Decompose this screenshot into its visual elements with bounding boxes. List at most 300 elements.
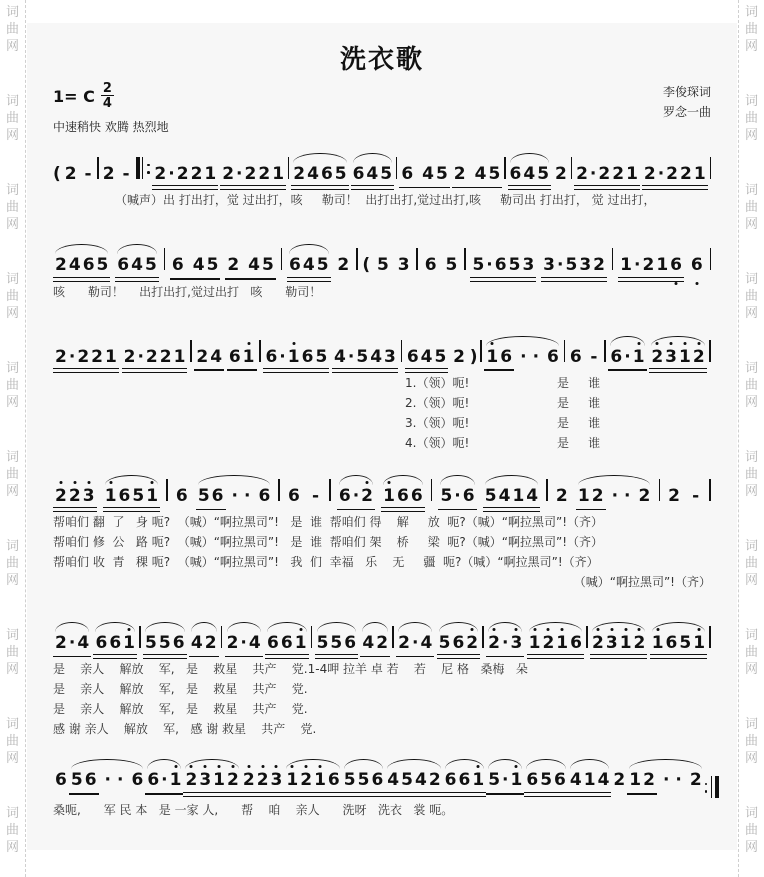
watermark-character: 词: [5, 5, 19, 20]
lyric-row: 2.（领）呃! 是 谁: [405, 395, 601, 410]
barline: [278, 479, 279, 501]
watermark-character: 网: [744, 39, 758, 54]
note-group: [63, 164, 79, 188]
notation-line: [53, 326, 711, 371]
note-group: [53, 633, 91, 657]
watermark-character: 网: [5, 573, 19, 588]
watermark-character: 网: [5, 306, 19, 321]
note-group: [443, 255, 459, 279]
note-digit: 6: [131, 770, 144, 791]
note-digit: 6: [84, 770, 97, 791]
lyrics-block: [53, 800, 711, 820]
note-digit: 2: [593, 255, 606, 276]
note-digit: 2: [638, 485, 651, 506]
lyrics-block: [53, 659, 711, 739]
slur-group: [627, 770, 703, 794]
note-group: [337, 486, 375, 510]
watermark-character: 词: [744, 806, 758, 821]
note-digit: 6: [228, 346, 241, 367]
note-digit: 6: [397, 485, 409, 506]
note-digit: 4: [370, 346, 383, 367]
watermark-character: 词: [744, 183, 758, 198]
note-digit: 2: [668, 485, 680, 506]
note-digit: 2: [488, 633, 500, 653]
slur-group: [385, 770, 442, 794]
duration-dot: ·: [137, 346, 144, 367]
note-digit: 3: [270, 770, 283, 791]
note-digit: 4: [420, 346, 433, 367]
notation-line: [53, 749, 711, 798]
note-digit: 6: [301, 346, 314, 367]
song-title: 洗衣歌: [339, 45, 424, 75]
note-digit: 2: [689, 770, 702, 791]
note-digit: 2: [542, 633, 555, 653]
note-digit: 2: [576, 164, 588, 184]
watermark-character: 曲: [5, 22, 19, 37]
note-digit: 5: [508, 255, 521, 276]
note-digit: 2: [226, 633, 239, 653]
watermark-text: [745, 4, 758, 55]
note-digit: 4: [498, 485, 511, 506]
note-digit: 5: [343, 770, 356, 791]
note-digit: 3: [522, 255, 535, 276]
note-digit: 5: [356, 346, 369, 367]
extension-dot: ·: [231, 485, 238, 506]
note-group: [574, 164, 640, 188]
watermark-text: [745, 538, 758, 589]
duration-dot: ·: [68, 633, 76, 653]
slur-group: [508, 164, 552, 188]
note-digit: 6: [452, 633, 465, 653]
notation-line: [53, 612, 711, 657]
slur-group: [608, 347, 646, 371]
duration-dot: ·: [486, 255, 493, 276]
watermark-character: 曲: [5, 467, 19, 482]
slur-group: [284, 770, 341, 794]
tempo-marking: 中速稍快 欢腾 热烈地: [53, 120, 169, 134]
note-digit: 6: [280, 633, 293, 653]
note-digit: 1: [314, 770, 326, 791]
note-digit: 1: [204, 164, 217, 184]
watermark-text: [745, 271, 758, 322]
watermark-character: 网: [5, 751, 19, 766]
extension-dot: ·: [675, 770, 682, 791]
note-digit: 4: [366, 164, 379, 184]
barline: [396, 157, 397, 179]
note-digit: 5: [438, 633, 451, 653]
note-digit: 1: [583, 770, 596, 791]
barline: [604, 340, 605, 362]
note-group: [423, 255, 439, 279]
watermark-character: 曲: [744, 556, 758, 571]
note-digit: 5: [330, 633, 343, 653]
slur-group: [196, 486, 272, 510]
barline: [431, 479, 432, 501]
note-digit: 4: [302, 255, 315, 276]
note-group: [688, 770, 704, 794]
note-digit: 4: [420, 633, 433, 653]
extension-dot: ·: [520, 346, 527, 367]
note-digit: 6: [265, 346, 278, 367]
slur-group: [438, 486, 476, 510]
note-digit: 1: [556, 633, 569, 653]
note-digit: 1: [104, 485, 117, 506]
note-digit: 2: [68, 485, 81, 506]
note-group: [115, 255, 159, 279]
note-digit: 2: [598, 164, 611, 184]
note-group: [399, 164, 450, 188]
watermark-character: 曲: [5, 289, 19, 304]
note-digit: 2: [398, 633, 410, 653]
note-digit: 6: [401, 164, 414, 184]
barline: [710, 157, 711, 179]
watermark-character: 网: [744, 840, 758, 855]
lyricist-credit: 李俊琛词: [662, 85, 711, 99]
watermark-character: 词: [744, 5, 758, 20]
watermark-character: 词: [744, 628, 758, 643]
thin-bar-stroke: [142, 157, 143, 179]
note-digit: 6: [462, 485, 475, 506]
repeat-dots: [705, 783, 708, 793]
note-digit: 1: [693, 633, 706, 653]
barline: [480, 340, 481, 362]
time-signature-denominator: 4: [102, 96, 112, 111]
slur-group: [437, 633, 481, 657]
key-tempo-block: [53, 82, 169, 135]
note-digit: 6: [570, 633, 582, 653]
barline: [281, 248, 282, 270]
dash-note: -: [590, 346, 598, 367]
parenthesis: (: [362, 255, 371, 276]
lyric-row: 帮咱们 翻 了 身 呃? （喊）“啊拉黑司”! 是 谁 帮咱们 得 解 放 呃?（喊）“啊拉黑司”!（齐）: [53, 515, 604, 529]
note-group: [385, 770, 442, 794]
note-digit: 1: [173, 346, 186, 367]
duration-dot: ·: [240, 633, 247, 653]
watermark-character: 词: [744, 539, 758, 554]
music-system-5: [53, 612, 711, 739]
note-digit: 2: [244, 164, 257, 184]
music-system-3: [53, 326, 711, 453]
watermark-text: [745, 805, 758, 856]
watermark-character: 词: [744, 717, 758, 732]
key-signature: [53, 82, 169, 110]
note-group: [568, 347, 584, 371]
note-group: [486, 633, 524, 657]
note-digit: 1: [620, 255, 632, 276]
note-digit: 6: [327, 770, 340, 791]
watermark-character: 曲: [744, 22, 758, 37]
watermark-character: 曲: [744, 734, 758, 749]
watermark-character: 词: [5, 272, 19, 287]
slur-group: [53, 255, 110, 279]
note-digit: 4: [523, 164, 536, 184]
note-digit: 4: [68, 255, 81, 276]
note-digit: 4: [362, 633, 375, 653]
barline: [166, 479, 167, 501]
watermark-text: [6, 360, 19, 411]
note-digit: 4: [210, 346, 223, 367]
note-digit: 4: [422, 164, 435, 184]
barline: [221, 626, 222, 648]
note-digit: 2: [651, 346, 664, 367]
duration-dot: ·: [352, 485, 360, 506]
note-digit: 4: [248, 255, 261, 276]
note-group: [443, 770, 487, 794]
note-group: [381, 486, 425, 510]
note-digit: 4: [474, 164, 487, 184]
duration-dot: ·: [454, 485, 461, 506]
note-digit: 6: [424, 255, 437, 276]
watermark-character: 网: [744, 662, 758, 677]
note-digit: 5: [537, 164, 550, 184]
watermark-text: [745, 360, 758, 411]
lyric-row: （喊）“啊拉黑司”!（齐）: [573, 575, 711, 589]
note-digit: 2: [204, 633, 217, 653]
extension-dot: ·: [104, 770, 111, 791]
note-digit: 5: [679, 633, 692, 653]
note-digit: 3: [665, 346, 678, 367]
note-digit: 2: [591, 485, 604, 506]
watermark-character: 曲: [744, 111, 758, 126]
note-group: [608, 347, 646, 371]
note-digit: 5: [316, 633, 329, 653]
note-group: [152, 164, 218, 188]
note-digit: 2: [123, 346, 136, 367]
note-digit: 3: [397, 255, 410, 276]
note-digit: 4: [414, 770, 427, 791]
slur-group: [315, 633, 359, 657]
note-digit: 5: [380, 164, 393, 184]
time-signature: [101, 82, 114, 110]
note-digit: 2: [376, 633, 389, 653]
watermark-character: 曲: [5, 200, 19, 215]
lyric-row: 咳 勒司！ 出打出打,觉过出打 咳 勒司！: [53, 284, 322, 299]
note-group: [618, 255, 684, 279]
watermark-character: 曲: [744, 823, 758, 838]
note-digit: 2: [555, 164, 567, 184]
note-digit: 1: [632, 346, 645, 367]
watermark-character: 曲: [744, 289, 758, 304]
note-digit: 1: [242, 346, 255, 367]
note-group: [103, 486, 160, 510]
note-digit: 6: [288, 485, 300, 506]
lyric-row: 是 亲人 解放 军, 是 救星 共产 党.1-4呷 拉羊 卓 若 若 尼 格 桑梅 朵: [53, 662, 528, 677]
watermark-character: 词: [5, 183, 19, 198]
score-header-row: [53, 82, 711, 135]
barline: [709, 479, 710, 501]
note-digit: 2: [453, 346, 465, 367]
note-digit: 2: [612, 164, 625, 184]
note-digit: 2: [680, 164, 692, 184]
slur-group: [486, 770, 524, 794]
note-digit: 2: [77, 346, 90, 367]
slur-group: [576, 486, 652, 510]
lyrics-block: [53, 282, 711, 302]
note-digit: 5: [436, 164, 448, 184]
note-digit: 5: [315, 346, 328, 367]
duration-dot: ·: [557, 255, 564, 276]
key-signature-text: 1= C: [53, 86, 95, 106]
watermark-text: [6, 182, 19, 233]
note-group: [541, 255, 607, 279]
note-digit: 5: [440, 485, 453, 506]
note-digit: 5: [145, 633, 157, 653]
thick-bar-stroke: [715, 776, 719, 798]
note-digit: 2: [159, 346, 172, 367]
note-digit: 6: [494, 255, 507, 276]
note-digit: 2: [428, 770, 441, 791]
note-group: [452, 164, 503, 188]
note-group: [527, 633, 584, 657]
note-group: [545, 347, 561, 371]
note-group: [666, 486, 682, 510]
note-group: [396, 633, 434, 657]
note-digit: 5: [434, 346, 447, 367]
note-group: [196, 486, 226, 510]
note-digit: 5: [132, 485, 145, 506]
note-digit: 5: [96, 255, 109, 276]
slur-group: [225, 633, 263, 657]
slur-group: [486, 633, 524, 657]
extension-dot: ·: [624, 485, 631, 506]
slur-group: [484, 347, 560, 371]
thin-bar-stroke: [711, 776, 712, 798]
repeat-dots: [147, 164, 150, 174]
note-digit: 2: [154, 164, 167, 184]
note-digit: 5: [158, 633, 171, 653]
duration-dot: ·: [168, 164, 175, 184]
slur-group: [287, 255, 331, 279]
note-group: [486, 770, 524, 794]
note-group: [576, 486, 606, 510]
note-digit: 2: [55, 346, 67, 367]
slur-group: [93, 633, 137, 657]
verse-lyrics-block: [405, 373, 711, 453]
barline: [710, 248, 711, 270]
note-group: [129, 770, 145, 794]
watermark-character: 网: [5, 840, 19, 855]
note-digit: 6: [458, 770, 471, 791]
dash-note: -: [84, 164, 92, 184]
note-group: [360, 633, 390, 657]
note-digit: 2: [613, 770, 626, 791]
left-watermark-column: [0, 0, 26, 877]
duration-dot: ·: [279, 346, 286, 367]
barline: [546, 479, 547, 501]
slur-group: [53, 633, 91, 657]
slur-group: [650, 633, 707, 657]
note-digit: 6: [258, 485, 271, 506]
note-digit: 4: [192, 255, 205, 276]
note-digit: 1: [272, 164, 285, 184]
note-group: [284, 770, 341, 794]
note-digit: 3: [199, 770, 212, 791]
note-group: [351, 164, 395, 188]
watermark-character: 词: [744, 361, 758, 376]
watermark-character: 词: [5, 539, 19, 554]
note-digit: 2: [258, 164, 271, 184]
note-digit: 5: [316, 255, 329, 276]
watermark-character: 网: [744, 484, 758, 499]
watermark-character: 网: [744, 217, 758, 232]
watermark-character: 词: [5, 806, 19, 821]
note-digit: 6: [444, 770, 457, 791]
note-digit: 3: [384, 346, 396, 367]
note-digit: 5: [262, 255, 274, 276]
barline: [571, 157, 572, 179]
watermark-character: 网: [744, 751, 758, 766]
note-digit: 1: [693, 164, 706, 184]
barline: [329, 479, 330, 501]
barline: [709, 626, 710, 648]
lyric-row: 是 亲人 解放 军, 是 救星 共产 党.: [53, 682, 308, 697]
note-digit: 2: [592, 633, 604, 653]
note-group: [220, 164, 286, 188]
watermark-character: 曲: [5, 556, 19, 571]
note-digit: 6: [147, 770, 160, 791]
watermark-character: 词: [5, 361, 19, 376]
watermark-character: 曲: [744, 200, 758, 215]
music-system-4: [53, 465, 711, 592]
note-group: [263, 347, 329, 371]
note-digit: 4: [131, 255, 143, 276]
slur-group: [69, 770, 145, 794]
note-digit: 3: [543, 255, 556, 276]
duration-dot: ·: [347, 346, 355, 367]
barline: [97, 157, 98, 179]
note-digit: 2: [55, 255, 67, 276]
barline: [416, 248, 417, 270]
note-digit: 2: [555, 485, 568, 506]
parenthesis: (: [53, 164, 61, 184]
watermark-character: 词: [5, 450, 19, 465]
note-group: [508, 164, 552, 188]
note-group: [69, 770, 99, 794]
watermark-character: 网: [5, 128, 19, 143]
note-group: [174, 486, 190, 510]
note-digit: 1: [528, 633, 541, 653]
slur-group: [396, 633, 434, 657]
watermark-character: 网: [744, 573, 758, 588]
duration-dot: ·: [657, 164, 665, 184]
barline: [190, 340, 191, 362]
slur-group: [103, 486, 160, 510]
music-system-1: [53, 143, 711, 210]
slur-group: [568, 770, 612, 794]
barline: [612, 248, 613, 270]
note-digit: 2: [55, 485, 67, 506]
note-digit: 2: [145, 346, 158, 367]
lyric-row: 桑呃, 军 民 本 是 一家 人, 帮 咱 亲人 洗呀 洗衣 裳 呃。: [53, 802, 454, 817]
note-digit: 5: [488, 770, 501, 791]
slur-group: [183, 770, 240, 794]
note-digit: 4: [307, 164, 319, 184]
note-digit: 2: [643, 164, 656, 184]
lyric-row: 3.（领）呃! 是 谁: [405, 415, 601, 430]
lyric-row: 帮咱们 收 青 稞 呃? （喊）“啊拉黑司”! 我 们 幸福 乐 无 疆 呃?（喊）“啊拉黑司”!（齐）: [53, 555, 599, 569]
note-digit: 6: [406, 346, 419, 367]
note-digit: 2: [242, 770, 255, 791]
dash-note: -: [312, 485, 320, 506]
slur-group: [291, 164, 348, 188]
note-digit: 6: [690, 255, 703, 276]
watermark-character: 词: [5, 628, 19, 643]
note-group: [145, 770, 183, 794]
watermark-character: 词: [5, 94, 19, 109]
note-digit: 6: [82, 255, 95, 276]
note-digit: 1: [656, 255, 669, 276]
watermark-character: 词: [744, 272, 758, 287]
